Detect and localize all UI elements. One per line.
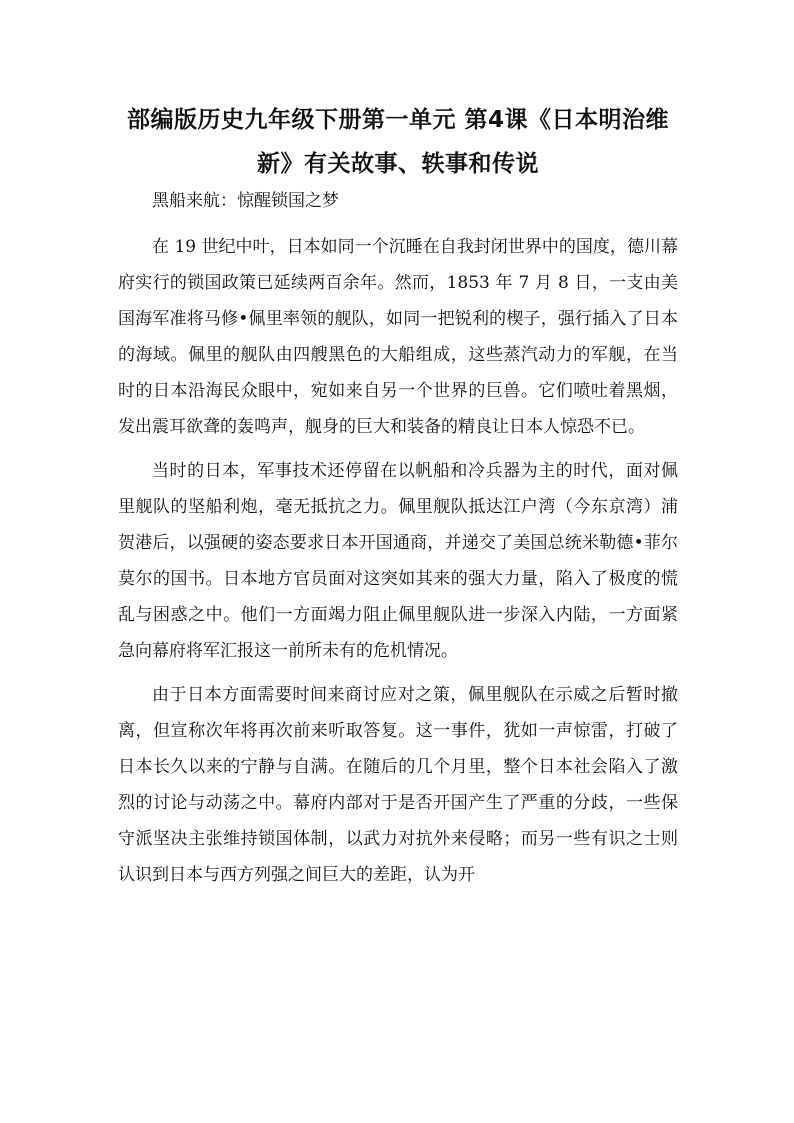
document-body [118, 183, 678, 901]
paragraph: 当时的日本，军事技术还停留在以帆船和冷兵器为主的时代，面对佩里舰队的坚船利炮，毫无抵抗之力。佩里舰队抵达江户湾（今东京湾）浦贺港后，以强硬的姿态要求日本开国通商，并递交了美国总统米勒德•菲尔莫尔的国书。日本地方官员面对这突如其来的强大力量，陷入了极度的慌乱与困惑之中。他们一方面竭力阻止佩里舰队进一步深入内陆，一方面紧急向幕府将军汇报这一前所未有的危机情况。 [118, 461, 678, 661]
document-title: 部编版历史九年级下册第一单元 第4课《日本明治维新》有关故事、轶事和传说 [126, 107, 669, 177]
paragraph: 由于日本方面需要时间来商讨应对之策，佩里舰队在示威之后暂时撤离，但宣称次年将再次前来听取答复。这一事件，犹如一声惊雷，打破了日本长久以来的宁静与自满。在随后的几个月里，整个日本社会陷入了激烈的讨论与动荡之中。幕府内部对于是否开国产生了严重的分歧，一些保守派坚决主张维持锁国体制，以武力对抗外来侵略；而另一些有识之士则认识到日本与西方列强之间巨大的差距，认为开 [118, 685, 678, 885]
section-heading: 黑船来航：惊醒锁国之梦 [152, 191, 339, 211]
paragraph: 在 19 世纪中叶，日本如同一个沉睡在自我封闭世界中的国度，德川幕府实行的锁国政策已延续两百余年。然而，1853 年 7 月 8 日，一支由美国海军准将马修•佩里率领的舰队，如同一把锐利的楔子，强行插入了日本的海域。佩里的舰队由四艘黑色的大船组成，这些蒸汽动力的军舰，在当时的日本沿海民众眼中，宛如来自另一个世界的巨兽。它们喷吐着黑烟，发出震耳欲聋的轰鸣声，舰身的巨大和装备的精良让日本人惊恐不已。 [118, 237, 678, 437]
